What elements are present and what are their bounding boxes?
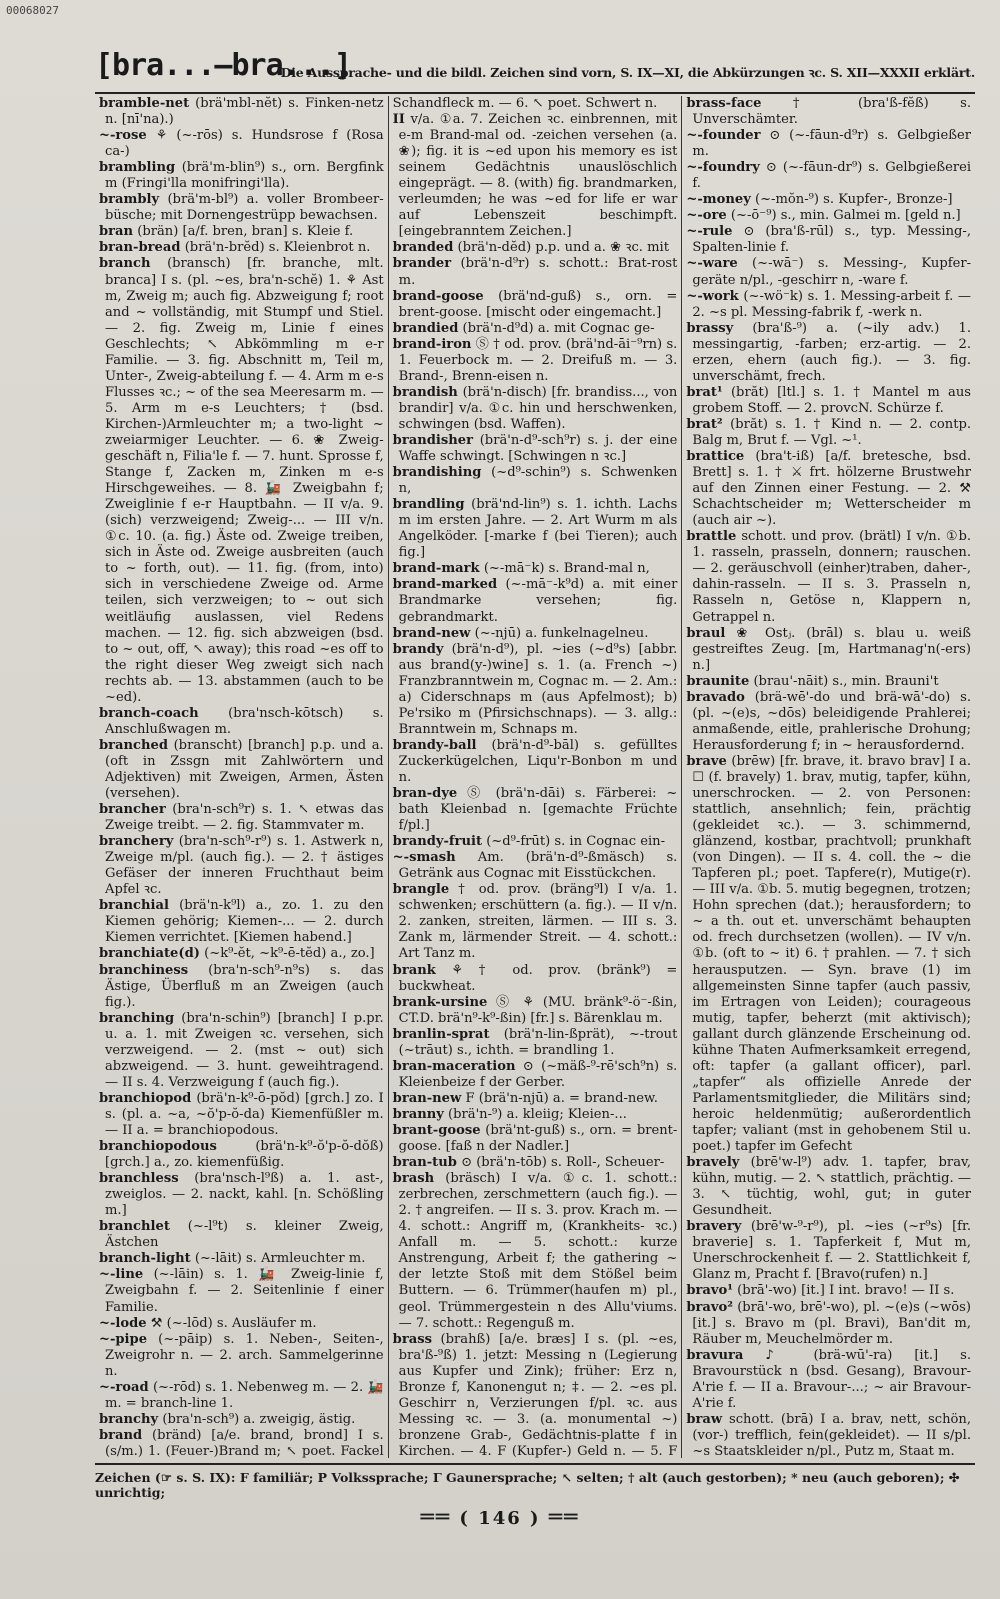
entry-headword: bran-dye: [392, 786, 458, 802]
dictionary-entry: [99, 1251, 384, 1267]
entry-definition: (~-pāip) s. 1. Neben-, Seiten-, Zweigrohr n. — 2. arch. Sammelgerinne n.: [105, 1331, 384, 1379]
entry-definition: (bra'n-sch⁹-r⁹) s. 1. Astwerk n, Zweige m/pl. (auch fig.). — 2. † ästiges Gefäser der inneren Fruchthaut beim Apfel ꝛc.: [105, 834, 384, 898]
entry-definition: (brän) [a/f. bren, bran] s. Kleie f.: [137, 224, 354, 240]
entry-headword: branch-coach: [99, 705, 199, 721]
entry-headword: bran-maceration: [392, 1058, 516, 1074]
entry-definition: ⚒ (~-lōd) s. Ausläufer m.: [150, 1315, 317, 1331]
dictionary-entry: [393, 289, 678, 321]
entry-headword: brandisher: [392, 432, 473, 448]
dictionary-entry: [99, 96, 384, 128]
entry-headword: brank-ursine: [392, 994, 488, 1010]
entry-definition: (brä'n-d⁹d) a. mit Cognac ge-: [462, 320, 655, 336]
entry-definition: (brā'-wo, brē'-wo), pl. ~(e)s (~wōs) [it.] s. Bravo m (pl. Bravi), Ban'dit m, Räuber m, Meuchelmörder m.: [692, 1299, 972, 1347]
dictionary-entry: [686, 690, 971, 754]
entry-definition: schott. (brā) I a. brav, nett, schön, (vor-) trefflich, fein(gekleidet). — II s/pl. ~s Staatskleider n/pl., Putz m, Staat m.: [692, 1411, 972, 1458]
entry-definition: (~-ō⁻⁹) s., min. Galmei m. [geld n.]: [730, 208, 961, 224]
entry-headword: brander: [392, 256, 452, 272]
entry-headword: ~-rule: [686, 224, 733, 240]
entry-definition: † (bra'ß-fĕß) s. Unverschämter.: [692, 96, 972, 128]
dictionary-entry: [686, 128, 971, 160]
entry-definition: (brē'w-⁹-r⁹), pl. ~ies (~r⁹s) [fr. braverie] s. 1. Tapferkeit f, Mut m, Unerschrockenheit f. — 2. Stattlichkeit f, Glanz m, Pracht f. [Bravo(rufen) n.]: [692, 1219, 972, 1283]
entry-headword: ~-money: [686, 192, 751, 208]
entry-definition: (~-l⁹t) s. kleiner Zweig, Ästchen: [105, 1219, 384, 1251]
entry-headword: ~-pipe: [99, 1331, 148, 1347]
entry-definition: (brä'n-d⁹-sch⁹r) s. j. der eine Waffe schwingt. [Schwingen n ꝛc.]: [398, 432, 678, 465]
entry-definition: ⊙ (~-fāun-d⁹r) s. Gelbgießer m.: [692, 128, 972, 160]
dictionary-entry: [99, 898, 384, 946]
dictionary-entry: [393, 112, 678, 240]
dictionary-entry: [393, 642, 678, 738]
dictionary-entry: [393, 786, 678, 834]
entry-definition: (~-mŏn-⁹) s. Kupfer-, Bronze-]: [754, 192, 953, 208]
dictionary-entry: [393, 1155, 678, 1171]
entry-definition: (brä'm-bl⁹) a. voller Brombeer-büsche; mit Dornengestrüpp bewachsen.: [105, 192, 384, 224]
entry-headword: brand: [99, 1427, 143, 1443]
entry-definition: (brä'n-d⁹r) s. schott.: Brat-rost m.: [398, 256, 678, 288]
entry-definition: (brä'nt-guß) s., orn. = brent-goose. [faß n der Nadler.]: [398, 1123, 678, 1155]
entry-headword: brambly: [99, 192, 160, 208]
dictionary-entry: [99, 1219, 384, 1251]
entry-headword: brandy-fruit: [392, 834, 483, 850]
entry-definition: (brau'-nāit) s., min. Brauni't: [753, 673, 939, 689]
dictionary-entry: [99, 224, 384, 240]
dictionary-entry: [686, 1412, 971, 1458]
entry-definition: Ⓢ † od. prov. (brä'nd-āi⁻⁹rn) s. 1. Feuerbock m. — 2. Dreifuß m. — 3. Brand-, Brenn-eisen n.: [398, 336, 678, 384]
page-number-value: ( 146 ): [459, 1508, 541, 1529]
entry-definition: (brä'n-d⁹), pl. ~ies (~d⁹s) [abbr. aus brand(y-)wine] s. 1. (a. French ~) Franzbranntwein m, Cognac m. — 2. Am.: a) Ciderschnaps m (aus Apfelmost); b) Pe'rsiko m (Pfirsichschnaps). — 3. allg.: Branntwein m, Schnaps m.: [398, 641, 678, 737]
entry-definition: Schandfleck m. — 6. ↖ poet. Schwert n.: [392, 96, 658, 111]
dictionary-entry: [686, 1348, 971, 1412]
entry-headword: bran-bread: [99, 240, 181, 256]
entry-definition: (branscht) [branch] p.p. und a. (oft in Zssgn mit Zahlwörtern und Adjektiven) mit Zweigen, Armen, Ästen (versehen).: [105, 737, 384, 802]
entry-headword: braunite: [686, 673, 750, 689]
dictionary-entry: [686, 96, 971, 128]
dictionary-entry: [99, 1428, 384, 1458]
dictionary-entry: [393, 561, 678, 577]
entry-headword: brambling: [99, 160, 176, 176]
entry-definition: (~-mā⁻-k⁹d) a. mit einer Brandmarke versehen; fig. gebrandmarkt.: [398, 577, 678, 625]
entry-definition: F (brä'n-njū) a. = brand-new.: [465, 1090, 658, 1106]
entry-definition: ⊙ (~-fāun-dr⁹) s. Gelbgießerei f.: [692, 160, 972, 192]
dictionary-entry: [99, 256, 384, 705]
column-1: [95, 96, 388, 1458]
dictionary-entry: [393, 834, 678, 850]
entry-definition: (bransch) [fr. branche, mlt. branca] I s. (pl. ~es, bra'n-schĕ) 1. ⚘ Ast m, Zweig m; auch fig. Abzweigung f; root and ~ vollständig, mit Stumpf und Stiel. — 2. fig. Zweig m, Linie f eines Geschlechts; ↖ Abkömmling m e-r Familie. — 3. fig. Abschnitt m, Teil m, Unter-, Zweig-abteilung f. — 4. Arm m e-s Flusses ꝛc.; ~ of the sea Meeresarm m. — 5. Arm m e-s Leuchters; † (bsd. Kirchen-)Armleuchter m; a two-light ~ zweiarmiger Leuchter. — 6. ❀ Zweig-geschäft n, Filia'le f. — 7. hunt. Sprosse f, Stange f, Zacken m, Zinken m e-s Hirschgeweihes. — 8. 🚂 Zweigbahn f; Zweiglinie f e-r Hauptbahn. — II v/a. 9. (sich) verzweigend; Zweig-... — III v/n. ①c. 10. (a. fig.) Äste od. Zweige treiben, sich in Äste od. Zweige ausbreiten (auch to ~ forth, out). — 11. fig. (from, into) sich in verschiedene Zweige od. Arme teilen, sich verzweigen; to ~ out sich weitläufig auslassen, viel Redens machen. — 12. fig. sich abzweigen (bsd. to ~ out, off, ↖ away); this road ~es off to the right dieser Weg zweigt sich nach rechts ab. — 13. abstammen (auch to be ~ed).: [105, 256, 384, 705]
column-3: [681, 96, 975, 1458]
dictionary-entry: [686, 208, 971, 224]
entry-headword: bravo²: [686, 1299, 733, 1315]
entry-definition: † od. prov. (bräng⁹l) I v/a. 1. schwenken; erschüttern (a. fig.). — II v/n. 2. zanken, streiten, lärmen. — III s. 3. Zank m, lärmender Streit. — 4. schott.: Art Tanz m.: [398, 882, 678, 962]
entry-headword: II: [392, 112, 405, 128]
entry-headword: brat²: [686, 416, 723, 432]
dictionary-entry: [99, 240, 384, 256]
dictionary-entry: [393, 240, 678, 256]
entry-headword: bran-new: [392, 1090, 462, 1106]
dictionary-entry: [99, 128, 384, 160]
entry-headword: brave: [686, 753, 727, 769]
entry-definition: (brä'n-lin-ßprät), ~-trout (~trāut) s., ichth. = brandling 1.: [398, 1026, 678, 1058]
entry-headword: brand-marked: [392, 577, 498, 593]
entry-definition: (brä'n-brĕd) s. Kleienbrot n.: [184, 240, 371, 256]
entry-definition: Am. (brä'n-d⁹-ßmäsch) s. Getränk aus Cognac mit Eisstückchen.: [398, 850, 678, 882]
entry-headword: brand-goose: [392, 288, 484, 304]
entry-headword: bravely: [686, 1155, 740, 1171]
dictionary-entry: [99, 738, 384, 802]
running-head-word: [bra...—bra...]: [95, 48, 351, 83]
entry-headword: branchless: [99, 1171, 179, 1187]
entry-definition: (brä-wē'-do und brä-wā'-do) s. (pl. ~(e)s, ~dōs) beleidigende Prahlerei; anmaßende, eitle, prahlerische Drohung; Herausforderung f; in ~ herausfordernd.: [692, 689, 972, 753]
entry-headword: braw: [686, 1411, 723, 1427]
entry-headword: branchiness: [99, 962, 189, 978]
entry-headword: ~-smash: [392, 850, 456, 866]
dictionary-entry: [393, 1059, 678, 1091]
entry-headword: bran: [99, 224, 134, 240]
entry-definition: v/a. ①a. 7. Zeichen ꝛc. einbrennen, mit e-m Brand-mal od. -zeichen versehen (a. ❀); fig. it is ~ed upon his memory es ist seinem Gedächtnis unauslöschlich eingeprägt. — 8. (with) fig. brandmarken, verleumden; he was ~ed for life er war auf Lebenszeit beschimpft. [eingebranntem Zeichen.]: [398, 112, 678, 240]
running-head-note: Die Aussprache- und die bildl. Zeichen sind vorn, S. IX—XI, die Abkürzungen ꝛc. S. XII—XXXII erklärt.: [280, 65, 975, 80]
entry-headword: branchy: [99, 1411, 159, 1427]
page-number-rule-right: ══: [548, 1504, 580, 1530]
entry-definition: schott. und prov. (brätl) I v/n. ①b. 1. rasseln, prasseln, donnern; rauschen. — 2. geräuschvoll (einher)traben, daher-, dahin-rasseln. — II s. 3. Prasseln n, Rasseln n, Getöse n, Klappern n, Getrappel n.: [692, 529, 972, 625]
dictionary-entry: [99, 192, 384, 224]
dictionary-entry: [393, 321, 678, 337]
entry-headword: brandied: [392, 320, 459, 336]
dictionary-entry: [686, 529, 971, 625]
entry-headword: branchiopodous: [99, 1139, 217, 1155]
dictionary-entry: [99, 706, 384, 738]
dictionary-entry: [99, 946, 384, 962]
entry-definition: (~-mā⁻k) s. Brand-mal n,: [483, 561, 650, 577]
dictionary-entry: [686, 385, 971, 417]
entry-headword: brand-mark: [392, 561, 480, 577]
column-2: [388, 96, 682, 1458]
dictionary-entry: [393, 882, 678, 962]
entry-definition: (brä'n-d⁹-bāl) s. gefülltes Zuckerkügelchen, Liqu'r-Bonbon m und n.: [398, 737, 678, 785]
entry-definition: (brä'n-k⁹-ō-pŏd) [grch.] zo. I s. (pl. a. ~a, ~ŏ'p-ŏ-da) Kiemenfüßler m. — II a. = branchiopodous.: [105, 1090, 384, 1138]
entry-definition: (~d⁹-frūt) s. in Cognac ein-: [486, 834, 666, 850]
entry-headword: brat¹: [686, 384, 723, 400]
entry-definition: (brä'n-k⁹-ŏ'p-ŏ-dŏß) [grch.] a., zo. kiemenfüßig.: [105, 1139, 384, 1171]
entry-headword: bramble-net: [99, 96, 190, 111]
entry-definition: ⚘ (~-rōs) s. Hundsrose f (Rosa ca-): [105, 128, 384, 160]
scan-id: 00068027: [6, 4, 59, 17]
dictionary-entry: [686, 289, 971, 321]
entry-headword: brancher: [99, 802, 166, 818]
entry-headword: branchiopod: [99, 1090, 192, 1106]
dictionary-entry: [99, 834, 384, 898]
entry-headword: bran-tub: [392, 1155, 457, 1171]
entry-headword: ~-rose: [99, 128, 147, 144]
entry-definition: (brä'nd-lin⁹) s. 1. ichth. Lachs m im ersten Jahre. — 2. Art Wurm m als Angelköder. [-marke f (bei Tieren); auch fig.]: [398, 497, 678, 561]
dictionary-entry: [686, 626, 971, 674]
dictionary-entry: [686, 1300, 971, 1348]
dictionary-entry: [99, 1332, 384, 1380]
entry-definition: (brăt) s. 1. † Kind n. — 2. contp. Balg m, Brut f. — Vgl. ~¹.: [692, 416, 971, 448]
entry-headword: branlin-sprat: [392, 1026, 490, 1042]
entry-headword: ~-founder: [686, 128, 761, 144]
entry-headword: ~-line: [99, 1267, 144, 1283]
entry-definition: (brăt) [ltl.] s. 1. † Mantel m aus grobem Stoff. — 2. provcN. Schürze f.: [692, 384, 972, 416]
dictionary-entry: [686, 674, 971, 690]
dictionary-entry: [686, 160, 971, 192]
dictionary-entry: [99, 160, 384, 192]
entry-definition: (brä'n-⁹) a. kleiig; Kleien-...: [448, 1106, 627, 1122]
entry-headword: brank: [392, 962, 436, 978]
dictionary-entry: [393, 256, 678, 288]
entry-definition: (bra'n-sch⁹) a. zweigig, ästig.: [162, 1411, 356, 1427]
entry-headword: brattle: [686, 529, 737, 545]
entry-headword: ~-lode: [99, 1315, 147, 1331]
dictionary-entry: [99, 1091, 384, 1139]
entry-definition: ⚘ † od. prov. (bränk⁹) = buckwheat.: [398, 962, 678, 994]
dictionary-entry: [686, 1219, 971, 1283]
dictionary-entry: [393, 1171, 678, 1331]
entry-headword: brash: [392, 1171, 435, 1187]
dictionary-entry: [99, 1171, 384, 1219]
entry-definition: (brä'mbl-nĕt) s. Finken-netz n. [nī'na).): [105, 96, 384, 128]
dictionary-entry: [393, 1091, 678, 1107]
entry-headword: ~-foundry: [686, 160, 760, 176]
entry-headword: branched: [99, 737, 169, 753]
entry-definition: Ⓢ ⚘ (MU. bränk⁹-ö⁻-ßin, CT.D. brä'n⁹-k⁹-ßin) [fr.] s. Bärenklau m.: [398, 994, 678, 1026]
entry-headword: brangle: [392, 882, 450, 898]
entry-headword: brass: [392, 1331, 432, 1347]
dictionary-entry: [393, 497, 678, 561]
entry-definition: (brahß) [a/e. bræs] I s. (pl. ~es, bra'ß-⁹ß) 1. jetzt: Messing n (Legierung aus Kupfer und Zink); früher: Erz n, Bronze f, Kanonengut n; ‡. — 2. ~es pl. Geschirr n, Verzierungen f/pl. ꝛc. aus Messing ꝛc. — 3. (a. monumental ~) bronzene Grab-, Gedächtnis-platte f in Kirchen. — 4. F (Kupfer-) Geld n. — 5. F: [398, 1331, 678, 1458]
entry-definition: (bra'nsch-l⁹ß) a. 1. ast-, zweiglos. — 2. nackt, kahl. [n. Schößling m.]: [105, 1171, 384, 1219]
dictionary-entry: [393, 1107, 678, 1123]
entry-definition: (~-wā⁻) s. Messing-, Kupfer-geräte n/pl., -geschirr n, -ware f.: [692, 256, 972, 288]
entry-definition: (~-lāin) s. 1. 🚂 Zweig-linie f, Zweigbahn f. — 2. Seitenlinie f einer Familie.: [105, 1267, 384, 1315]
entry-definition: (bra'ß-⁹) a. (~ily adv.) 1. messingartig, -farben; erz-artig. — 2. erzen, ehern (auch fig.). — 3. fig. unverschämt, frech.: [692, 320, 972, 384]
entry-definition: (bräsch) I v/a. ①c. 1. schott.: zerbrechen, zerschmettern (auch fig.). — 2. † angreifen. — II s. 3. prov. Krach m. — 4. schott.: Angriff m, (Krankheits- ꝛc.) Anfall m. — 5. schott.: kurze Anstrengung, Arbeit f; the gathering ~ der letzte Stoß mit dem Stößel beim Buttern. — 6. Trümmer(haufen m) pl., geol. Trümmergestein n des Allu'viums. — 7. schott.: Regenguß m.: [398, 1171, 678, 1331]
entry-headword: brandishing: [392, 465, 482, 481]
entry-headword: brandish: [392, 384, 458, 400]
entry-headword: ~-ore: [686, 208, 727, 224]
dictionary-entry: [686, 192, 971, 208]
entry-headword: brant-goose: [392, 1123, 481, 1138]
entry-definition: (~-wö⁻k) s. 1. Messing-arbeit f. — 2. ~s pl. Messing-fabrik f, -werk n.: [692, 288, 972, 320]
dictionary-entry: [686, 321, 971, 385]
dictionary-columns: [95, 96, 975, 1458]
dictionary-entry: [393, 1027, 678, 1059]
entry-headword: branded: [392, 240, 454, 256]
entry-definition: (bra'n-sch⁹r) s. 1. ↖ etwas das Zweige treibt. — 2. fig. Stammvater m.: [105, 802, 384, 834]
dictionary-entry: [393, 963, 678, 995]
entry-headword: brandy-ball: [392, 737, 477, 753]
entry-headword: branching: [99, 1010, 175, 1026]
dictionary-entry: [686, 754, 971, 1155]
entry-definition: (brä'n-dĕd) p.p. und a. ❀ ꝛc. mit: [457, 240, 669, 256]
dictionary-entry: [99, 1316, 384, 1332]
entry-definition: (brēw) [fr. brave, it. bravo brav] I a. ☐ (f. bravely) 1. brav, mutig, tapfer, kühn, unerschrocken. — 2. von Personen: stattlich, ansehnlich; fein, prächtig (gekleidet ꝛc.). — 3. schimmernd, glänzend, kostbar, prachtvoll; prunkhaft (von Dingen). — II s. 4. coll. the ~ die Tapferen pl.; poet. Tapfere(r), Mutige(r). — III v/a. ①b. 5. mutig begegnen, trotzen; Hohn sprechen (dat.); herausfordern; to ~ a th. out et. unverschämt behaupten od. frech durchsetzen (wollen). — IV v/n. ①b. (oft to ~ it) 6. † prahlen. — 7. † sich herausputzen. — Syn. brave (1) im allgemeinsten Sinne tapfer (auch passiv, im Ertragen von Leiden); courageous mutig, tapfer, beherzt (mit aktivisch); gallant durch glänzende Erscheinung od. kühne Thaten Aufmerksamkeit erregend, oft: tapfer (a gallant officer), parl. „tapfer“ als offizielle Anrede der Parlamentsmitglieder, die Militärs sind; heroic heldenmütig; außerordentlich tapfer; valiant (mst in gehobenem Stil u. poet.) tapfer im Gefecht: [692, 753, 972, 1155]
entry-headword: branchiate(d): [99, 946, 200, 962]
dictionary-entry: [686, 1155, 971, 1219]
dictionary-entry: [393, 850, 678, 882]
entry-definition: (~-rōd) s. 1. Nebenweg m. — 2. 🚂 m. = branch-line 1.: [105, 1379, 384, 1411]
dictionary-entry: [99, 802, 384, 834]
entry-headword: bravura: [686, 1347, 744, 1363]
dictionary-entry: [99, 1139, 384, 1171]
entry-headword: ~-ware: [686, 256, 738, 272]
entry-headword: braul: [686, 625, 726, 641]
entry-definition: (brā'-wo) [it.] I int. bravo! — II s.: [737, 1283, 955, 1299]
entry-definition: (bränd) [a/e. brand, brond] I s. (s/m.) 1. (Feuer-)Brand m; ↖ poet. Fackel: [105, 1427, 384, 1458]
entry-definition: (bra't-iß) [a/f. bretesche, bsd. Brett] s. 1. † ⚔ frt. hölzerne Brustwehr auf den Zinnen einer Festung. — 2. ⚒ Schachtscheider m; Wetterscheider m (auch air ~).: [692, 449, 972, 529]
dictionary-entry: [99, 1267, 384, 1315]
entry-definition: (~d⁹-schin⁹) s. Schwenken n,: [398, 465, 678, 497]
entry-definition: ❀ Ostⱼ. (brāl) s. blau u. weiß gestreiftes Zeug. [m, Hartmanag'n(-ers) n.]: [692, 625, 972, 673]
entry-definition: ⊙ (bra'ß-rūl) s., typ. Messing-, Spalten-linie f.: [692, 224, 972, 256]
entry-definition: (brē'w-l⁹) adv. 1. tapfer, brav, kühn, mutig. — 2. ↖ stattlich, prächtig. — 3. ↖ tüchtig, wohl, gut; in guter Gesundheit.: [692, 1155, 972, 1219]
dictionary-entry: [393, 337, 678, 385]
dictionary-entry: [393, 1123, 678, 1155]
page-number: [0, 1504, 1000, 1530]
entry-definition: (~-lāit) s. Armleuchter m.: [194, 1251, 366, 1267]
dictionary-entry: [393, 433, 678, 465]
entry-headword: branny: [392, 1106, 444, 1122]
entry-definition: ♪ (brä-wū'-ra) [it.] s. Bravourstück n (bsd. Gesang), Bravour-A'rie f. — II a. Bravour-...; ~ air Bravour-A'rie f.: [692, 1347, 972, 1411]
dictionary-entry: [686, 449, 971, 529]
entry-definition: ⊙ (~mäß-⁹-rē'sch⁹n) s. Kleienbeize f der Gerber.: [398, 1058, 678, 1090]
entry-headword: brandy: [392, 641, 444, 657]
dictionary-entry: [99, 1011, 384, 1091]
entry-definition: ⊙ (brä'n-tōb) s. Roll-, Scheuer-: [461, 1155, 665, 1171]
entry-definition: (bra'n-sch⁹-n⁹s) s. das Ästige, Überfluß m an Zweigen (auch fig.).: [105, 962, 384, 1010]
dictionary-entry: [393, 465, 678, 497]
entry-headword: bravo¹: [686, 1283, 733, 1299]
dictionary-entry: [393, 385, 678, 433]
entry-definition: (bra'nsch-kōtsch) s. Anschlußwagen m.: [105, 705, 384, 737]
page-number-rule-left: ══: [420, 1504, 452, 1530]
entry-headword: brass-face: [686, 96, 762, 111]
entry-headword: bravery: [686, 1219, 742, 1235]
symbol-legend: Zeichen (☞ s. S. IX): F familiär; P Volkssprache; Γ Gaunersprache; ↖ selten; † alt (auch gestorben); * neu (auch geboren); ✣ unrichtig;: [95, 1463, 975, 1500]
entry-headword: brandling: [392, 497, 465, 513]
entry-definition: (brä'nd-guß) s., orn. = brent-goose. [mischt oder eingemacht.]: [398, 288, 678, 320]
dictionary-entry: [99, 1380, 384, 1412]
entry-headword: branchial: [99, 898, 169, 914]
dictionary-entry: [393, 738, 678, 786]
dictionary-entry: [393, 626, 678, 642]
entry-headword: branch: [99, 256, 151, 272]
dictionary-entry: [393, 1332, 678, 1458]
entry-definition: (brä'n-k⁹l) a., zo. 1. zu den Kiemen gehörig; Kiemen-... — 2. durch Kiemen verrichtet. [Kiemen habend.]: [105, 898, 384, 946]
entry-headword: ~-road: [99, 1379, 149, 1395]
entry-headword: branch-light: [99, 1251, 191, 1267]
dictionary-entry: [393, 995, 678, 1027]
entry-definition: (brä'n-disch) [fr. brandiss..., von brandir] v/a. ①c. hin und herschwenken, schwingen (bsd. Waffen).: [398, 384, 678, 432]
entry-headword: ~-work: [686, 288, 739, 304]
dictionary-entry: [686, 224, 971, 256]
dictionary-entry: [99, 1412, 384, 1428]
entry-definition: (~k⁹-ĕt, ~k⁹-ē-tĕd) a., zo.]: [204, 946, 375, 962]
dictionary-entry: [393, 577, 678, 625]
entry-definition: (bra'n-schin⁹) [branch] I p.pr. u. a. 1. mit Zweigen ꝛc. versehen, sich verzweigend. — 2. (mst ~ out) sich abzweigend. — 3. hunt. geweihtragend. — II s. 4. Verzweigung f (auch fig.).: [105, 1010, 384, 1090]
dictionary-entry: [99, 963, 384, 1011]
dictionary-entry: [686, 417, 971, 449]
entry-headword: brassy: [686, 320, 734, 336]
entry-headword: brand-new: [392, 625, 471, 641]
entry-headword: branchery: [99, 834, 174, 850]
page-header: [95, 48, 975, 94]
entry-definition: (brä'm-blin⁹) s., orn. Bergfink m (Fringi'lla monifringi'lla).: [105, 160, 384, 192]
entry-headword: bravado: [686, 689, 745, 705]
entry-headword: brand-iron: [392, 336, 472, 352]
entry-definition: (~-njū) a. funkelnagelneu.: [474, 625, 649, 641]
entry-definition: Ⓢ (brä'n-dāi) s. Färberei: ~ bath Kleienbad n. [gemachte Früchte f/pl.]: [398, 786, 678, 834]
entry-headword: branchlet: [99, 1219, 170, 1235]
dictionary-entry: [393, 96, 678, 112]
dictionary-entry: [686, 256, 971, 288]
entry-headword: brattice: [686, 449, 745, 465]
dictionary-entry: [686, 1283, 971, 1299]
